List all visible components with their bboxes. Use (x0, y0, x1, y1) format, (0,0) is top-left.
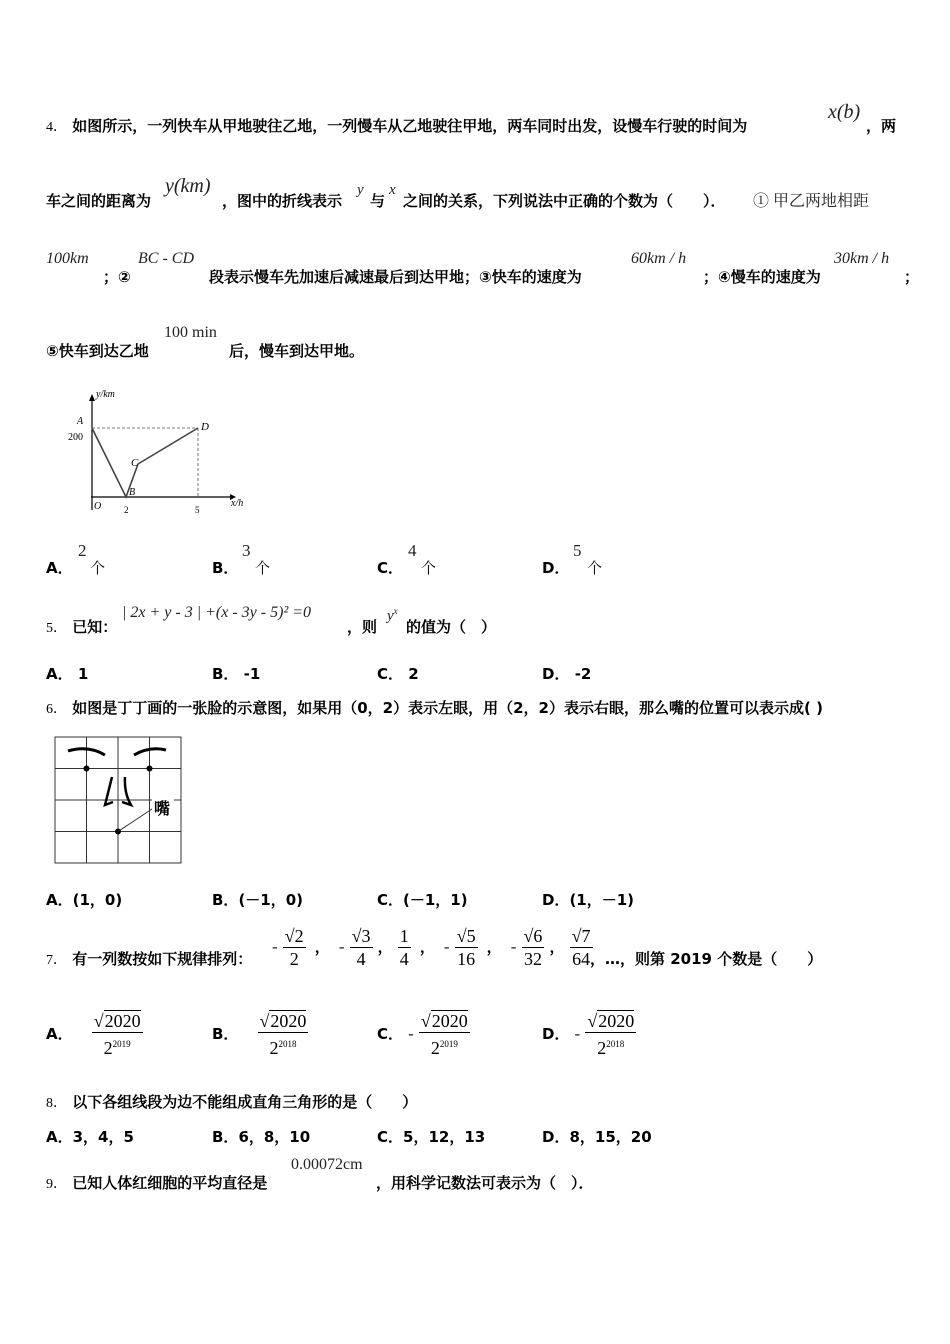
q7-question: ，…，则第 2019 个数是（ ） (590, 950, 823, 968)
q4-option-c-value: 4 (408, 541, 417, 560)
nose-left (105, 777, 113, 805)
q5-expression: | 2x + y - 3 | +(x - 3y - 5)² =0 (122, 604, 312, 621)
q7-option-b[interactable]: B． $\frac{√2020}{2^{2018}}$ (212, 1011, 307, 1058)
q4-ykm: y(km) (165, 175, 211, 197)
origin-O: O (94, 501, 102, 512)
q4-statement-2-3: 段表示慢车先加速后减速最后到达甲地；③快车的速度为 (209, 268, 582, 286)
point-C: C (131, 457, 139, 469)
left-eye (84, 766, 90, 772)
point-D: D (201, 421, 209, 433)
q4-statement-4: ；④慢车的速度为 (703, 268, 821, 286)
q7-lead: 7． 有一列数按如下规律排列： (46, 950, 253, 968)
q9-question: ，用科学记数法可表示为（ ）． (376, 1174, 594, 1192)
q5-option-c[interactable]: C． 2 (377, 665, 419, 683)
q5-option-b[interactable]: B． -1 (212, 665, 261, 683)
y-axis-arrow (89, 394, 95, 401)
q8-option-a[interactable]: A．3，4，5 (46, 1128, 134, 1146)
q5-power: $y^x$ (387, 606, 398, 624)
mouth-label: 嘴 (154, 801, 171, 818)
nose-right (122, 777, 131, 805)
q7-term-2: $\frac{√3}{4}$ (351, 926, 371, 969)
q5-option-a[interactable]: A． 1 (46, 665, 89, 683)
q6-option-a[interactable]: A．(1，0) (46, 891, 123, 909)
q4-statement-1: ① 甲乙两地相距 (753, 193, 870, 210)
q7-term-3: $\frac{1}{4}$ (399, 926, 409, 969)
q4-y-var: y (357, 182, 364, 198)
q4-time: 100 min (164, 324, 217, 341)
q6-face-grid (52, 735, 184, 865)
q4-x-var: x (389, 182, 396, 198)
q4-statement-2-mark: ；② (103, 268, 131, 286)
q6-text: 6． 如图是丁丁画的一张脸的示意图，如果用（0，2）表示左眼，用（2，2）表示右眼，那么嘴的位置可以表示成( ) (46, 699, 823, 717)
q9-value: 0.00072cm (291, 1156, 363, 1173)
q4-option-a[interactable]: A． (46, 559, 73, 577)
q4-option-d-unit: 个 (587, 559, 603, 577)
q4-line1-end: ，两 (866, 117, 897, 135)
q4-line2-question: 之间的关系，下列说法中正确的个数为（ ）． (403, 192, 726, 210)
q7-option-d[interactable]: D． - $\frac{√2020}{2^{2018}}$ (542, 1011, 635, 1058)
y-label: y/km (96, 389, 115, 400)
q7-sequence: - $\frac{√2}{2}$ ， - $\frac{√3}{4}$ ， $\frac{1}{4}$ ， - $\frac{√5}{16}$ ， - $\frac{√6}{32}$ ， $\frac{√7}{64}$ (272, 926, 591, 969)
q7-term-5: $\frac{√6}{32}$ (523, 926, 543, 969)
q4-xb: x(b) (828, 101, 861, 123)
q4-option-c[interactable]: C． (377, 559, 404, 577)
q7-term-1: $\frac{√2}{2}$ (284, 926, 304, 969)
polyline-ABCD (92, 428, 198, 497)
q4-fast-speed: 60km / h (631, 250, 687, 267)
q8-option-d[interactable]: D．8，15，20 (542, 1128, 652, 1146)
q6-option-b[interactable]: B．(－1，0) (212, 891, 304, 909)
q7-term-4: $\frac{√5}{16}$ (456, 926, 476, 969)
q4-line2-start: 车之间的距离为 (46, 192, 152, 210)
q4-graph (60, 385, 250, 520)
q4-and: 与 (370, 192, 386, 210)
q4-bccd: BC - CD (138, 250, 194, 267)
q4-statement-5: ⑤快车到达乙地 (46, 342, 149, 360)
q4-slow-speed: 30km / h (834, 250, 890, 267)
q7-option-a[interactable]: A． $\frac{√2020}{2^{2019}}$ (46, 1011, 141, 1058)
q6-option-c[interactable]: C．(－1，1) (377, 891, 468, 909)
q5-then: ，则 (347, 618, 378, 636)
q5-line: 5． 已知： (46, 618, 118, 636)
q4-line2-mid: ，图中的折线表示 (222, 192, 343, 210)
point-A: A (77, 416, 84, 427)
q4-option-a-unit: 个 (90, 559, 106, 577)
tick-5: 5 (195, 505, 200, 515)
right-eye (147, 766, 153, 772)
q4-option-d[interactable]: D． (542, 559, 570, 577)
q4-statement-5-end: 后，慢车到达甲地。 (229, 342, 365, 360)
x-label: x/h (231, 498, 244, 509)
q4-option-d-value: 5 (573, 541, 582, 560)
tick-200: 200 (68, 432, 83, 443)
q8-option-c[interactable]: C．5，12，13 (377, 1128, 486, 1146)
point-B: B (129, 487, 136, 498)
q4-option-a-value: 2 (78, 541, 87, 560)
q5-option-d[interactable]: D． -2 (542, 665, 592, 683)
q9-lead: 9． 已知人体红细胞的平均直径是 (46, 1174, 268, 1192)
q4-option-b-unit: 个 (255, 559, 271, 577)
q4-semicolon: ； (904, 268, 920, 286)
q4-distance: 100km (46, 250, 89, 267)
q8-text: 8． 以下各组线段为边不能组成直角三角形的是（ ） (46, 1093, 418, 1111)
q4-option-b[interactable]: B． (212, 559, 239, 577)
tick-2: 2 (124, 505, 129, 515)
q4-option-c-unit: 个 (421, 559, 437, 577)
q6-option-d[interactable]: D．(1，－1) (542, 891, 635, 909)
q5-question: 的值为（ ） (406, 618, 497, 636)
q4-option-b-value: 3 (242, 541, 251, 560)
q4-line1: 4． 如图所示，一列快车从甲地驶往乙地，一列慢车从乙地驶往甲地，两车同时出发，设慢车行驶的时间为 (46, 117, 748, 135)
q7-option-c[interactable]: C． - $\frac{√2020}{2^{2019}}$ (377, 1011, 468, 1058)
q8-option-b[interactable]: B．6，8，10 (212, 1128, 311, 1146)
q7-term-6: $\frac{√7}{64}$ (571, 926, 591, 969)
